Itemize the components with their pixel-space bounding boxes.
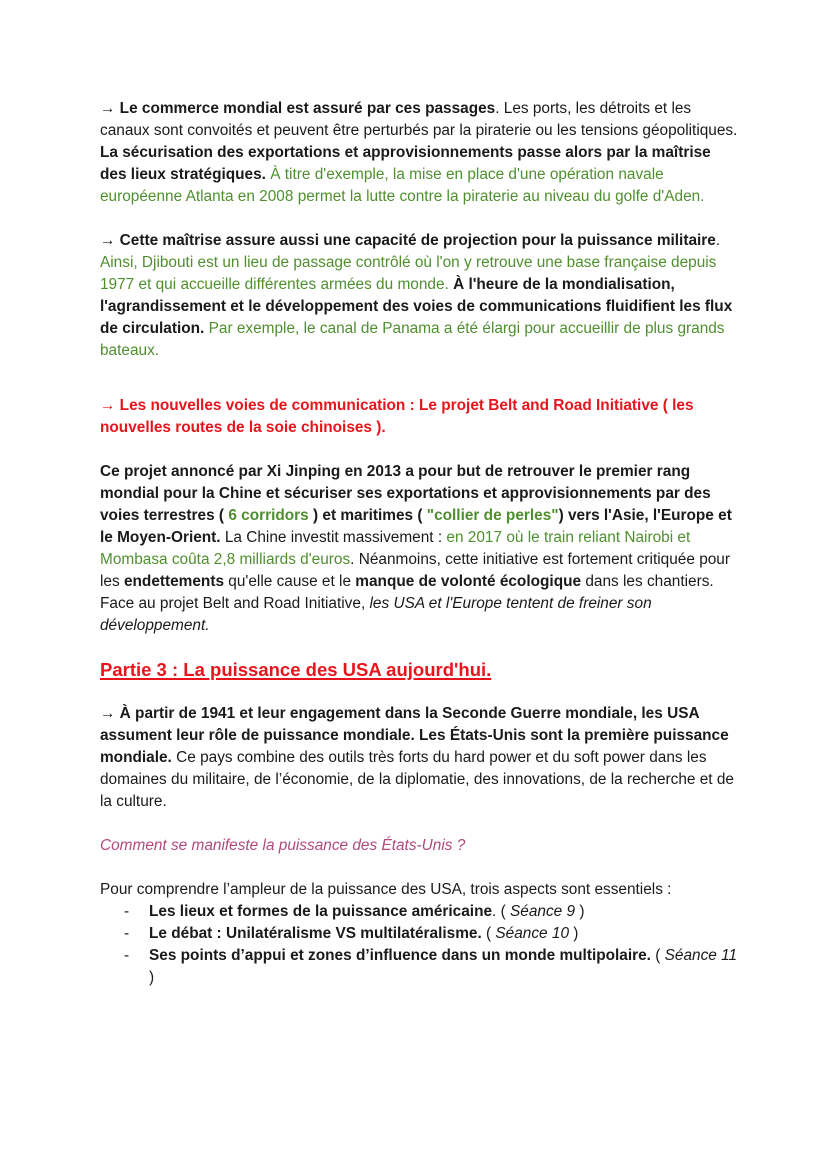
arrow: → [100,100,120,117]
spacer [100,637,740,657]
list-item [100,923,740,945]
bold-text: Ce projet annoncé par Xi Jinping en 2013 a pour but de retrouver le premier rang mondial pour la Chine et sécuriser ses exportations et approvisionnements par des voies terrestres ( [100,463,711,524]
bold-text: → Cette maîtrise assure aussi une capacité de projection pour la puissance militaire [100,232,716,249]
bold-text: ) et maritimes ( [308,507,427,524]
bold-text: À l'heure de la mondialisation, l'agrandissement et le développement des voies de communications fluidifient les flux de circulation. [100,276,733,337]
spacer [100,813,740,835]
session-ref: Séance 10 [495,925,570,942]
session-ref: Séance 9 [510,903,576,920]
example-text: Ainsi, Djibouti est un lieu de passage contrôlé où l'on y retrouve une base française depuis 1977 et qui accueille différentes armées du monde. [100,254,717,293]
bold-text: ) vers l'Asie, l'Europe et le Moyen-Orient. [100,507,732,546]
text: ) [569,925,579,942]
section-heading-partie-3: Partie 3 : La puissance des USA aujourd'hui. [100,659,492,680]
list-intro: Pour comprendre l’ampleur de la puissance des USA, trois aspects sont essentiels : [100,881,672,898]
text: dans les chantiers. Face au projet Belt and Road Initiative, [100,573,714,612]
section-title-belt-road: → Les nouvelles voies de communication : Le projet Belt and Road Initiative ( les nouvelles routes de la soie chinoises ). [100,397,694,436]
italic-text: les USA et l'Europe tentent de freiner son développement. [100,595,652,634]
bold-text: Le commerce mondial est assuré par ces passages [119,100,496,117]
dash-bullet: - [124,925,130,942]
paragraph-usa-power [100,703,740,813]
text: ) [149,969,155,986]
spacer [100,208,740,230]
bold-text: La sécurisation des exportations et approvisionnements passe alors par la maîtrise des lieux stratégiques. [100,144,711,183]
bold-text: → À partir de 1941 et leur engagement dans la Seconde Guerre mondiale, les USA assument leur rôle de puissance mondiale. Les États-Unis sont la première puissance mondiale. [100,705,729,766]
spacer [100,362,740,395]
spacer [100,683,740,703]
bold-text: endettements [123,573,225,590]
session-ref: Séance 11 [664,947,738,964]
list-item [100,901,740,923]
highlight-text: "collier de perles" [426,507,559,524]
spacer [100,857,740,879]
bold-text: manque de volonté écologique [355,573,582,590]
example-text: en 2017 où le train reliant Nairobi et Mombasa coûta 2,8 milliards d'euros [100,529,691,568]
text: . ( [492,903,510,920]
text: . [715,232,721,249]
dash-bullet: - [124,947,130,964]
paragraph-commerce [100,98,740,208]
example-text: Par exemple, le canal de Panama a été élargi pour accueillir de plus grands bateaux. [100,320,725,359]
example-text: À titre d'exemple, la mise en place d'une opération navale européenne Atlanta en 2008 permet la lutte contre la piraterie au niveau du golfe d'Aden. [100,166,705,205]
text: ( [650,947,665,964]
text: La Chine investit massivement : [220,529,447,546]
highlight-text: 6 corridors [228,507,309,524]
text: ) [575,903,585,920]
bold-text: Les lieux et formes de la puissance américaine [149,903,493,920]
bold-text: Ses points d’appui et zones d’influence dans un monde multipolaire. [149,947,651,964]
paragraph-projection [100,230,740,362]
document-page [100,98,740,989]
list-item [100,945,740,989]
text: ( [481,925,496,942]
paragraph-belt-road [100,461,740,637]
text: . Néanmoins, cette initiative est fortement critiquée pour les [100,551,730,590]
problematic-question: Comment se manifeste la puissance des États-Unis ? [100,837,466,854]
spacer [100,439,740,461]
dash-bullet: - [124,903,130,920]
bold-text: Le débat : Unilatéralisme VS multilatéralisme. [149,925,482,942]
text: qu'elle cause et le [224,573,356,590]
text: Ce pays combine des outils très forts du hard power et du soft power dans les domaines du militaire, de l’économie, de la diplomatie, des innovations, de la recherche et de la culture. [100,749,734,810]
aspects-list [100,901,740,989]
text: . Les ports, les détroits et les canaux sont convoités et peuvent être perturbés par la piraterie ou les tensions géopolitiques. [100,100,738,139]
